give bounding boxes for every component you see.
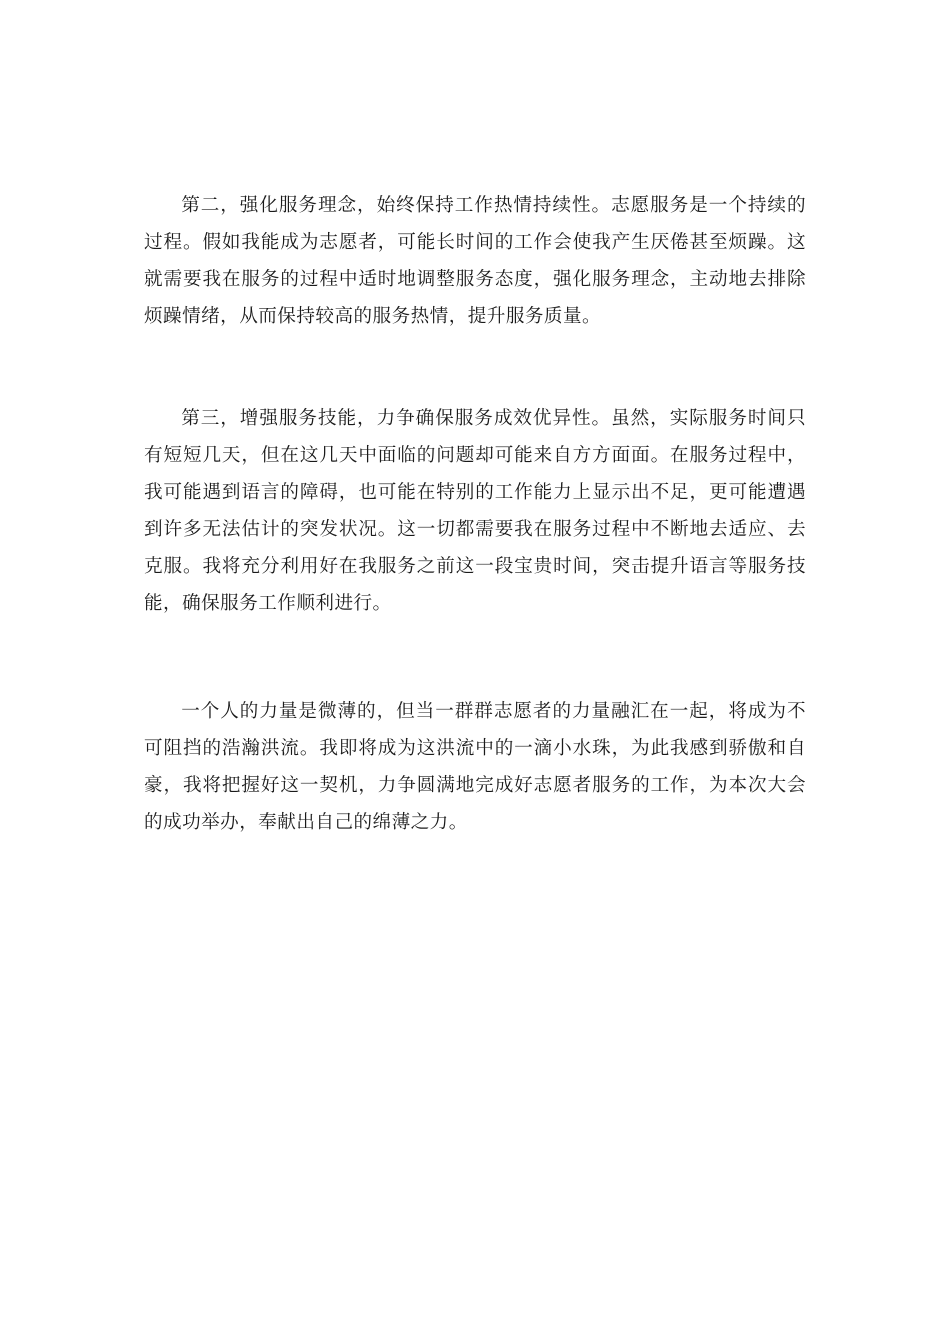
paragraph-second-point: 第二，强化服务理念，始终保持工作热情持续性。志愿服务是一个持续的过程。假如我能成为志愿者，可能长时间的工作会使我产生厌倦甚至烦躁。这就需要我在服务的过程中适时地调整服务态度，强化服务理念，主动地去排除烦躁情绪，从而保持较高的服务热情，提升服务质量。	[144, 195, 806, 327]
paragraph-conclusion: 一个人的力量是微薄的，但当一群群志愿者的力量融汇在一起，将成为不可阻挡的浩瀚洪流。我即将成为这洪流中的一滴小水珠，为此我感到骄傲和自豪，我将把握好这一契机，力争圆满地完成好志愿者服务的工作，为本次大会的成功举办，奉献出自己的绵薄之力。	[144, 701, 806, 833]
paragraph-third-point: 第三，增强服务技能，力争确保服务成效优异性。虽然，实际服务时间只有短短几天，但在这几天中面临的问题却可能来自方方面面。在服务过程中，我可能遇到语言的障碍，也可能在特别的工作能力上显示出不足，更可能遭遇到许多无法估计的突发状况。这一切都需要我在服务过程中不断地去适应、去克服。我将充分利用好在我服务之前这一段宝贵时间，突击提升语言等服务技能，确保服务工作顺利进行。	[144, 408, 806, 614]
